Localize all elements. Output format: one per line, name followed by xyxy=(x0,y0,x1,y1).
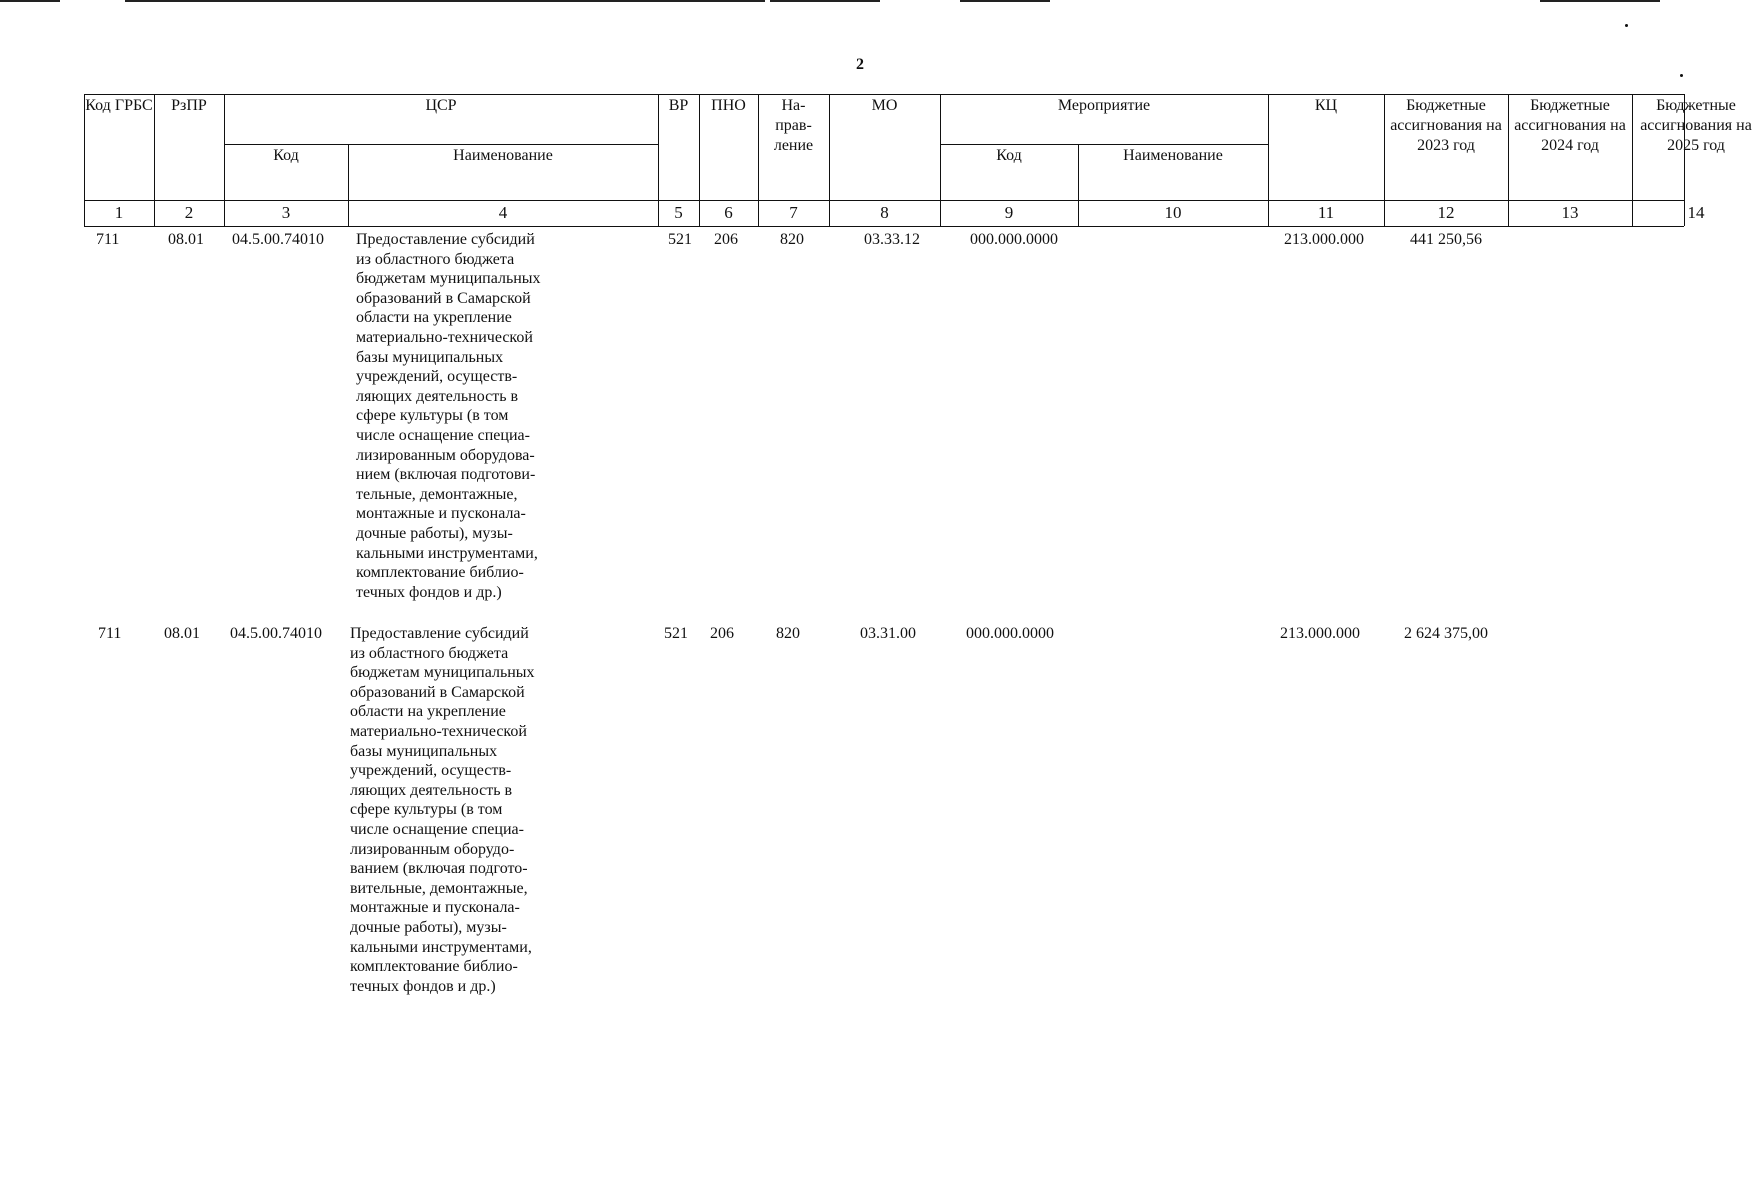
column-divider xyxy=(224,94,225,226)
column-number: 6 xyxy=(724,203,733,222)
column-divider xyxy=(1508,94,1509,226)
column-number: 9 xyxy=(1004,203,1014,222)
column-divider xyxy=(1078,144,1079,226)
cell-pno: 206 xyxy=(710,625,734,642)
cell-csr-code: 04.5.00.74010 xyxy=(232,231,324,248)
column-number: 14 xyxy=(1687,203,1705,222)
cell-grbs: 711 xyxy=(98,625,122,642)
scan-speck xyxy=(1625,24,1628,27)
cell-csr-name: Предоставление субсидий из областного бюджета бюджетам муниципальных образований в Самарской области на укрепление материально-технической базы муниципальных учреждений, осуществ- ляющих деятельность в сфере культуры (в том числе оснащение специа- лизированным оборудова- нием (включая подготови- тельные, демонтажные, монтажные и пусконала- дочные работы), музы- кальными инструментами, комплектование библио- течных фондов и др.) xyxy=(356,231,541,601)
header-mo: МО xyxy=(871,97,898,114)
header-event-name: Наименование xyxy=(1123,147,1223,164)
header-csr-name: Наименование xyxy=(453,147,553,164)
column-number: 5 xyxy=(674,203,683,222)
header-event-code: Код xyxy=(996,147,1022,164)
scan-edge-marks xyxy=(0,0,1709,2)
header-vr: ВР xyxy=(668,97,689,114)
scan-speck xyxy=(1680,74,1683,77)
header-rzpr: РзПР xyxy=(171,97,207,114)
column-number: 12 xyxy=(1437,203,1455,222)
cell-kc: 213.000.000 xyxy=(1284,231,1364,248)
cell-event-code: 000.000.0000 xyxy=(970,231,1058,248)
cell-csr-code: 04.5.00.74010 xyxy=(230,625,322,642)
cell-event-code: 000.000.0000 xyxy=(966,625,1054,642)
column-divider xyxy=(1684,94,1685,226)
header-budget-2023: Бюджетные ассигнования на 2023 год xyxy=(1390,97,1502,154)
column-divider xyxy=(829,94,830,226)
header-event: Мероприятие xyxy=(1057,97,1151,114)
table-border-top xyxy=(84,94,1684,95)
column-number: 8 xyxy=(880,203,889,222)
header-pno: ПНО xyxy=(711,97,746,114)
column-divider xyxy=(658,94,659,226)
column-divider xyxy=(940,94,941,226)
cell-csr-name: Предоставление субсидий из областного бюджета бюджетам муниципальных образований в Самарской области на укрепление материально-технической базы муниципальных учреждений, осуществ- ляющих деятельность в сфере культуры (в том числе оснащение специа- лизированным оборудо- ванием (включая подгото- вительные, демонтажные, монтажные и пусконала- дочные работы), музы- кальными инструментами, комплектование библио- течных фондов и др.) xyxy=(350,625,535,995)
header-budget-2025: Бюджетные ассигнования на 2025 год xyxy=(1640,97,1752,154)
column-number: 13 xyxy=(1561,203,1579,222)
column-number: 7 xyxy=(789,203,798,222)
column-number: 3 xyxy=(281,203,291,222)
header-kc: КЦ xyxy=(1314,97,1338,114)
cell-grbs: 711 xyxy=(96,231,120,248)
column-divider xyxy=(348,144,349,226)
header-direction: На-прав-ление xyxy=(773,97,814,154)
cell-mo: 03.31.00 xyxy=(860,625,916,642)
column-divider xyxy=(1632,94,1633,226)
column-divider xyxy=(1384,94,1385,226)
header-subdivider xyxy=(224,144,658,145)
cell-mo: 03.33.12 xyxy=(864,231,920,248)
column-divider xyxy=(1268,94,1269,226)
column-number: 1 xyxy=(114,203,124,222)
cell-budget-2023: 441 250,56 xyxy=(1410,231,1482,248)
column-divider xyxy=(699,94,700,226)
column-number: 4 xyxy=(498,203,508,222)
column-divider xyxy=(84,94,85,226)
column-number: 11 xyxy=(1317,203,1335,222)
header-csr: ЦСР xyxy=(425,97,457,114)
cell-pno: 206 xyxy=(714,231,738,248)
header-csr-code: Код xyxy=(273,147,299,164)
cell-rzpr: 08.01 xyxy=(168,231,204,248)
header-budget-2024: Бюджетные ассигнования на 2024 год xyxy=(1514,97,1626,154)
cell-vr: 521 xyxy=(668,231,692,248)
column-number: 2 xyxy=(184,203,194,222)
number-row-bottom-line xyxy=(84,226,1684,227)
column-divider xyxy=(154,94,155,226)
cell-budget-2023: 2 624 375,00 xyxy=(1404,625,1488,642)
cell-direction: 820 xyxy=(780,231,804,248)
header-grbs: Код ГРБС xyxy=(85,97,153,114)
column-divider xyxy=(758,94,759,226)
cell-rzpr: 08.01 xyxy=(164,625,200,642)
page-number: 2 xyxy=(856,56,864,73)
cell-kc: 213.000.000 xyxy=(1280,625,1360,642)
column-number: 10 xyxy=(1164,203,1182,222)
cell-direction: 820 xyxy=(776,625,800,642)
cell-vr: 521 xyxy=(664,625,688,642)
header-subdivider xyxy=(940,144,1268,145)
header-bottom-line xyxy=(84,200,1684,201)
